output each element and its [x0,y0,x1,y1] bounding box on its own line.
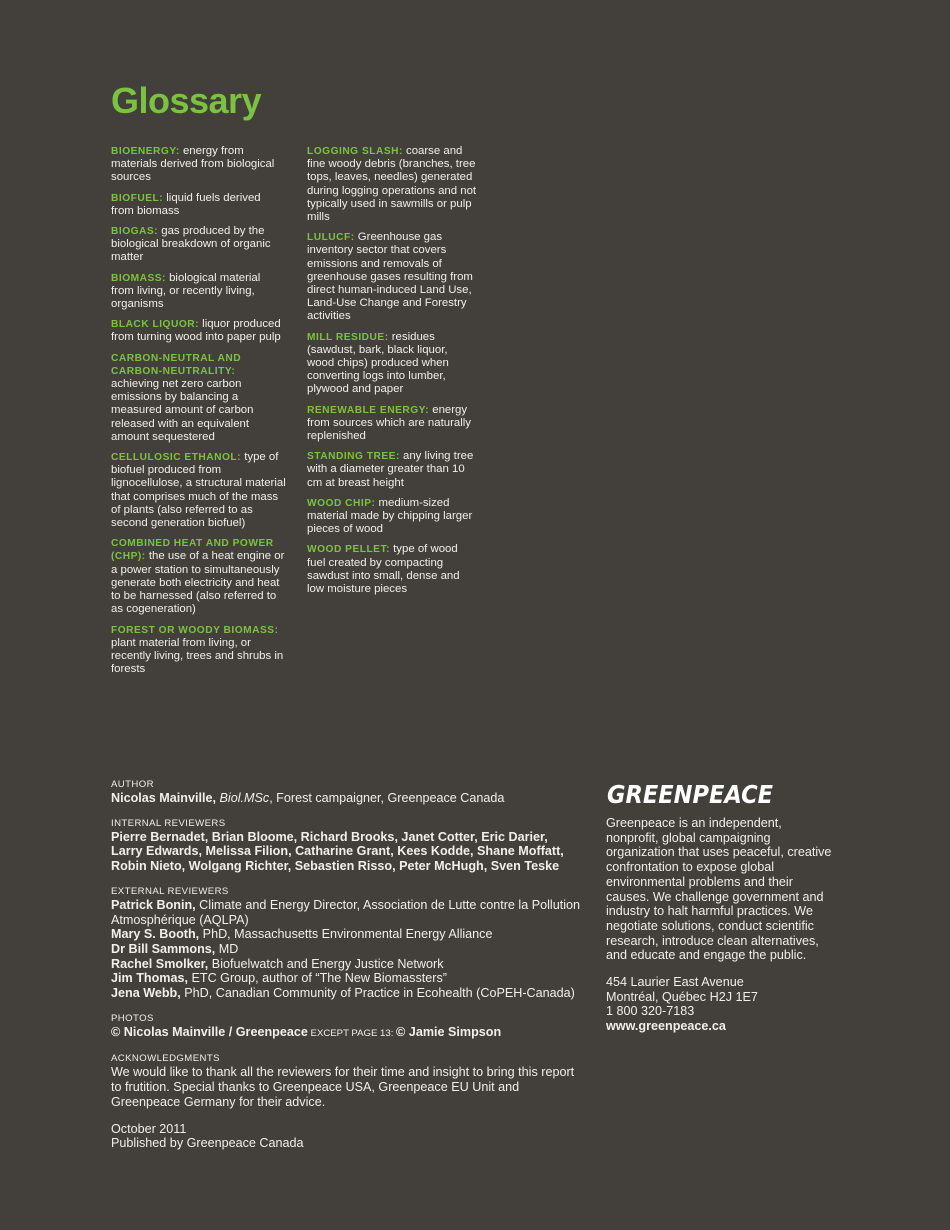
internal-reviewers-label: INTERNAL REVIEWERS [111,817,226,829]
glossary-entry [111,192,286,218]
author-line [111,791,581,806]
glossary-entry [307,145,477,224]
glossary-definition: energy from sources which are naturally replenished [307,403,471,443]
photos-other-credit: © Jamie Simpson [396,1024,502,1039]
reviewer-name: Mary S. Booth, [111,927,200,942]
glossary-term: BIOGAS: [111,226,159,238]
page-title: Glossary [111,80,262,121]
glossary-definition: gas produced by the biological breakdown of organic matter [111,225,271,264]
glossary-term: MILL RESIDUE: [307,331,389,343]
logo-text: GREENPEACE [607,780,773,809]
glossary-column-2 [307,145,477,603]
reviewer-name: Jim Thomas, [111,971,188,986]
credits-section [111,779,581,1151]
glossary-term: STANDING TREE: [307,451,400,463]
reviewer-name: Patrick Bonin, [111,897,196,912]
glossary-definition: the use of a heat engine or a power station to simultaneously generate both electricity and heat to be harnessed (also referred to as cogeneration) [111,550,285,616]
glossary-column-1 [111,145,286,683]
reviewer-description: Biofuelwatch and Energy Justice Network [208,956,444,971]
glossary-entry [307,450,477,490]
glossary-entry [307,231,477,323]
glossary-entry [111,451,286,530]
reviewer-description: PhD, Massachusetts Environmental Energy Alliance [199,927,493,942]
external-reviewer [111,898,581,927]
address-line-2: Montréal, Québec H2J 1E7 [606,989,758,1004]
external-reviewer [111,942,581,957]
photos-label: PHOTOS [111,1012,154,1024]
glossary-definition: type of biofuel produced from lignocellulose, a structural material that comprises much of the mass of plants (also referred to as second generation biofuel) [111,451,286,530]
glossary-definition: energy from materials derived from biological sources [111,145,275,184]
glossary-definition: medium-sized material made by chipping larger pieces of wood [307,496,473,536]
internal-reviewers-names: Pierre Bernadet, Brian Bloome, Richard Brooks, Janet Cotter, Eric Darier, Larry Edwards, Melissa Filion, Catharine Grant, Kees Kodde, Shane Moffatt, Robin Nieto, Wolgang Richter, Sebastien Risso, Peter McHugh, Sven Teske [111,829,564,874]
glossary-term: CARBON-NEUTRAL AND CARBON-NEUTRALITY: [111,352,242,377]
phone-number: 1 800 320-7183 [606,1004,695,1019]
author-role: , Forest campaigner, Greenpeace Canada [269,791,505,805]
contact-block [606,975,836,1034]
glossary-entry [307,404,477,444]
glossary-definition: type of wood fuel created by compacting sawdust into small, dense and low moisture pieces [307,543,460,596]
acknowledgments-text: We would like to thank all the reviewers for their time and insight to bring this report to frutition. Special thanks to Greenpeace USA, Greenpeace EU Unit and Greenpeace Germany for their advice. [111,1065,575,1109]
glossary-entry [111,225,286,265]
glossary-definition: achieving net zero carbon emissions by balancing a measured amount of carbon released with an equivalent amount sequestered [111,378,254,443]
glossary-definition: Greenhouse gas inventory sector that covers emissions and removals of greenhouse gases resulting from direct human-induced Land Use, Land-Use Change and Forestry activities [307,231,473,323]
glossary-term: LULUCF: [307,232,355,244]
acknowledgments-label: ACKNOWLEDGMENTS [111,1053,220,1065]
reviewer-name: Dr Bill Sammons, [111,941,216,956]
reviewer-description: PhD, Canadian Community of Practice in Ecohealth (CoPEH-Canada) [180,986,575,1001]
glossary-entry [111,145,286,185]
glossary-term: COMBINED HEAT AND POWER (CHP): [111,538,274,563]
glossary-entry [307,497,477,537]
glossary-definition: coarse and fine woody debris (branches, tree tops, leaves, needles) generated during logging operations and not typically used in sawmills or pulp mills [307,145,477,224]
glossary-entry [111,537,286,616]
greenpeace-info [606,778,836,1034]
glossary-definition: plant material from living, or recently living, trees and shrubs in forests [111,636,284,676]
glossary-entry [111,272,286,312]
website-link[interactable]: www.greenpeace.ca [606,1019,726,1034]
reviewer-description: Climate and Energy Director, Association de Lutte contre la Pollution Atmosphérique (AQLPA) [111,897,581,927]
glossary-entry [307,331,477,397]
greenpeace-about: Greenpeace is an independent, nonprofit, global campaigning organization that uses peaceful, creative confrontation to expose global environmental problems and their causes. We challenge government and industry to halt harmful practices. We negotiate solutions, conduct scientific research, introduce clean alternatives, and educate and engage the public. [606,816,832,963]
glossary-term: CELLULOSIC ETHANOL: [111,452,242,464]
glossary-term: BLACK LIQUOR: [111,319,199,331]
external-reviewer [111,986,581,1001]
greenpeace-logo [606,778,776,810]
external-reviewer [111,927,581,942]
glossary-entry [111,318,286,344]
glossary-entry [111,352,286,444]
glossary-entry [111,624,286,677]
external-reviewer [111,971,581,986]
author-name: Nicolas Mainville, [111,791,216,805]
photos-credit [111,1025,581,1042]
glossary-term: BIOFUEL: [111,192,164,204]
glossary-definition: liquor produced from turning wood into paper pulp [111,318,281,344]
publication-date: October 2011 [111,1121,187,1136]
address-line-1: 454 Laurier East Avenue [606,975,744,990]
glossary-term: BIOMASS: [111,272,166,284]
reviewer-description: MD [215,941,239,956]
publisher: Published by Greenpeace Canada [111,1136,304,1151]
reviewer-name: Jena Webb, [111,986,181,1001]
reviewer-name: Rachel Smolker, [111,956,209,971]
glossary-term: RENEWABLE ENERGY: [307,404,430,416]
glossary-definition: biological material from living, or recently living, organisms [111,271,261,311]
glossary-term: LOGGING SLASH: [307,146,403,157]
glossary-definition: residues (sawdust, bark, black liquor, wood chips) produced when converting logs into lumber, plywood and paper [307,330,449,396]
external-reviewer [111,957,581,972]
glossary-entry [307,543,477,596]
glossary-term: BIOENERGY: [111,146,180,157]
author-degree: Biol.MSc [219,791,270,805]
author-label: AUTHOR [111,779,154,790]
glossary-term: WOOD CHIP: [307,497,376,509]
external-reviewers-label: EXTERNAL REVIEWERS [111,885,229,897]
glossary-term: FOREST OR WOODY BIOMASS: [111,624,279,636]
reviewer-description: ETC Group, author of “The New Biomassters” [187,971,447,986]
glossary-definition: any living tree with a diameter greater than 10 cm at breast height [307,450,474,489]
glossary-definition: liquid fuels derived from biomass [111,191,261,217]
photos-except-note: EXCEPT PAGE 13: [307,1027,397,1039]
photos-main-credit: © Nicolas Mainville / Greenpeace [111,1024,308,1039]
glossary-term: WOOD PELLET: [307,544,390,556]
